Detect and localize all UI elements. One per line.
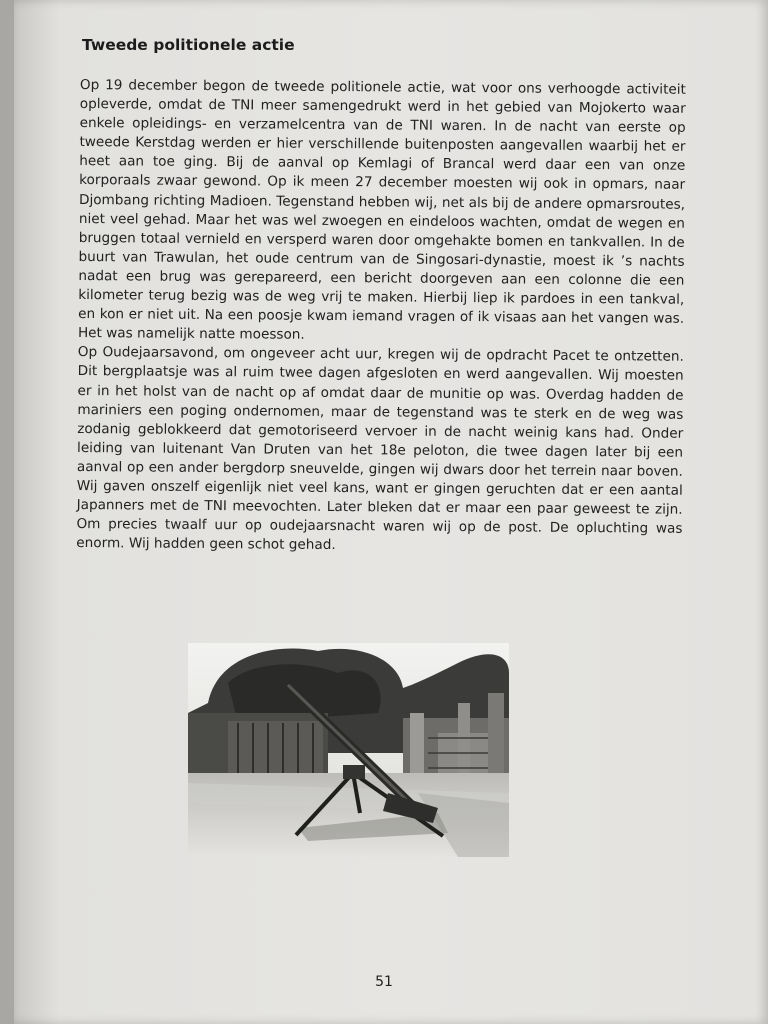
mortar-photo-illustration — [188, 643, 509, 857]
body-text — [76, 76, 686, 558]
page-number: 51 — [375, 974, 393, 990]
paragraph-1: Op 19 december begon de tweede politionele actie, wat voor ons verhoogde activiteit opleverde, omdat de TNI meer samengedrukt werd in het gebied van Mojokerto waar enkele opleidings- en verzamelcentra van de TNI waren. In de nacht van eerste op tweede Kerstdag werden er hier verschillende buitenposten aangevallen waarbij het er heet aan toe ging. Bij de aanval op Kemlagi of Brancal werd daar een van onze korporaals zwaar gewond. Op ik meen 27 december moesten wij ook in opmars, naar Djombang richting Madioen. Tegenstand hebben wij, net als bij de andere opmarsroutes, niet veel gehad. Maar het was wel zwoegen en eindeloos wachten, omdat de wegen en bruggen totaal vernield en versperd waren door omgehakte bomen en tankvallen. In de buurt van Trawulan, het oude centrum van de Singosari-dynastie, moest ik ’s nachts nadat een brug was gerepareerd, een bericht doorgeven aan een colonne die een kilometer terug bezig was de weg vrij te maken. Hierbij liep ik pardoes in een tankval, en kon er niet uit. Na een poosje kwam iemand vragen of ik visaas aan het vangen was. Het was namelijk natte moesson. — [77, 76, 686, 343]
chapter-heading: Tweede politionele actie — [82, 36, 295, 54]
paragraph-2: Op Oudejaarsavond, om ongeveer acht uur, kregen wij de opdracht Pacet te ontzetten. Dit bergplaatsje was al ruim twee dagen afgesloten en werd aangevallen. Wij moesten er in het holst van de nacht op af omdat daar de munitie op was. Overdag hadden de mariniers een poging ondernomen, maar de tegenstand was te sterk en de weg was zodanig geblokkeerd dat gemotoriseerd vervoer in de nacht weinig kans had. Onder leiding van luitenant Van Druten van het 18e peloton, die twee dagen later bij een aanval op een ander bergdorp sneuvelde, gingen wij dwars door het terrein naar boven. Wij gaven onszelf eigenlijk niet veel kans, want er gingen geruchten dat er een aantal Japanners met de TNI meevochten. Later bleken dat er maar een paar geweest te zijn. Om precies twaalf uur op oudejaarsnacht waren wij op de post. De opluchting was enorm. Wij hadden geen schot gehad. — [76, 344, 684, 554]
book-page — [14, 0, 768, 1024]
mortar-photo — [188, 643, 509, 857]
